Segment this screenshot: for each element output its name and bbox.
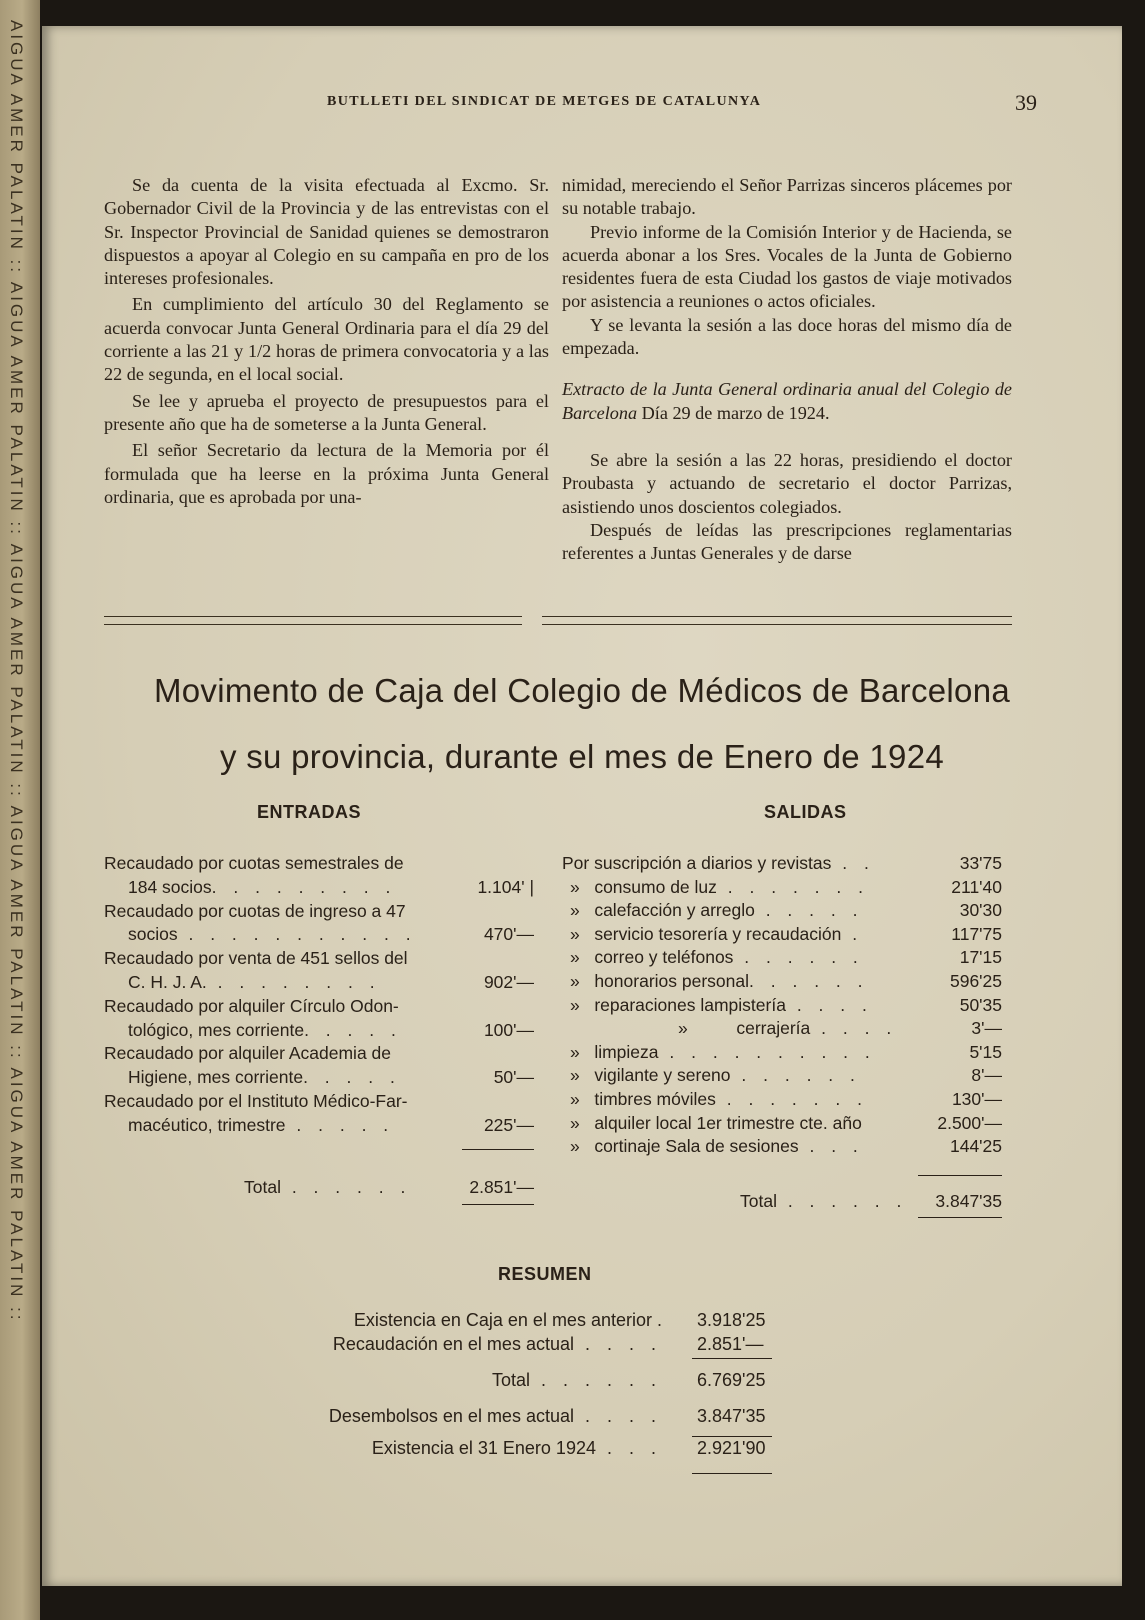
salida-amount: 17'15 — [959, 947, 1002, 968]
paragraph: Se abre la sesión a las 22 horas, presidiendo el doctor Proubasta y actuando de secretario el doctor Parrizas, asistiendo unos doscientos colegiados. — [562, 449, 1012, 517]
resumen-label: Existencia el 31 Enero 1924 — [371, 1438, 596, 1458]
entradas-heading: ENTRADAS — [257, 802, 362, 822]
salida-label: correo y teléfonos — [594, 947, 734, 968]
entradas-total-underline — [462, 1204, 534, 1205]
extract-date: Día 29 de marzo de 1924. — [641, 402, 830, 423]
salida-amount: 211'40 — [951, 876, 1002, 897]
resumen-amount: 3.918'25 — [697, 1310, 766, 1330]
salida-label: honorarios personal — [594, 970, 750, 991]
salida-label: servicio tesorería y recaudación — [594, 923, 842, 944]
book-spine — [0, 0, 40, 1620]
entrada-line: macéutico, trimestre — [128, 1114, 286, 1135]
paragraph: Previo informe de la Comisión Interior y de Hacienda, se acuerda abonar a los Sres. Vocales de la Junta de Gobierno residentes fuera de esta Ciudad los gastos de viaje motivados por asistencia a reuniones o actos oficiales. — [562, 221, 1012, 312]
paragraph: Después de leídas las prescripciones reglamentarias referentes a Juntas Generales y de darse — [562, 519, 1012, 564]
section-divider-right — [542, 616, 1012, 625]
salida-amount: 144'25 — [949, 1136, 1002, 1157]
resumen-amount: 2.851'— — [697, 1334, 764, 1354]
resumen-list: Existencia en Caja en el mes anterior . 3.918'25 Recaudación en el mes actual . . . . 2.851'— Total . . . . . . 6.769'25 Desembolsos en el mes actual . . . . 3.847'35 Existencia el 31 Enero 1924 . . . 2.921'90 — [328, 1310, 766, 1458]
salida-label: cortinaje Sala de sesiones — [594, 1136, 799, 1157]
spine-text: AIGUA AMER PALATIN :: AIGUA AMER PALATIN :: AIGUA AMER PALATIN :: AIGUA AMER PALATIN :: AIGUA AMER PALATIN :: — [7, 20, 26, 1323]
entrada-amount: 225'— — [483, 1114, 534, 1135]
entradas-total-amount: 2.851'— — [469, 1177, 534, 1197]
salida-amount: 8'— — [971, 1065, 1002, 1086]
salidas-total-underline — [918, 1217, 1002, 1218]
ditto-mark: » — [570, 1065, 580, 1086]
salida-amount: 130'— — [951, 1088, 1002, 1109]
ditto-mark: » — [570, 970, 580, 991]
salida-label: alquiler local 1er trimestre cte. año — [594, 1112, 862, 1133]
paragraph: El señor Secretario da lectura de la Memoria por él formulada que ha leerse en la próxima Junta General ordinaria, que es aprobada por una- — [104, 440, 549, 507]
ditto-mark: » — [570, 876, 580, 897]
paragraph: nimidad, mereciendo el Señor Parrizas sinceros plácemes por su notable trabajo. — [562, 175, 1012, 219]
salida-amount: 117'75 — [951, 923, 1002, 944]
resumen-label: Total — [491, 1370, 530, 1390]
entradas-list: Recaudado por cuotas semestrales de 184 socios. . . . . . . . . 1.104' | Recaudado por cuotas de ingreso a 47 socios . . . . . . . . . . . 470'— Recaudado por venta de 451 sellos del C. H. J. A. . . . . . . . . 902'— Recaudado por alquiler Círculo Odon- tológico, mes corriente. . . . . 100'— Recaudado por alquiler Academia de Higiene, mes corriente. . . . . 50'— Recaudado por el Instituto Médico-Far- macéutico, trimestre . . . . . 225'— — [104, 852, 534, 1138]
entradas-total-row: Total . . . . . . 2.851'— — [104, 1176, 534, 1200]
paragraph: Se lee y aprueba el proyecto de presupuestos para el presente año que ha de someterse a la Junta General. — [104, 390, 549, 434]
ditto-mark: » — [570, 1136, 580, 1157]
salida-label: vigilante y sereno — [594, 1065, 731, 1086]
entrada-line: C. H. J. A. — [128, 971, 207, 992]
ditto-mark: » — [570, 923, 580, 944]
salidas-total-amount: 3.847'35 — [935, 1191, 1002, 1211]
section-divider-left — [104, 616, 522, 625]
left-column — [104, 174, 549, 509]
entrada-amount: 470'— — [483, 924, 534, 945]
entradas-total-label: Total — [244, 1177, 281, 1197]
entradas-sum-line — [462, 1149, 534, 1150]
salidas-heading: SALIDAS — [764, 802, 847, 822]
resumen-final-underline — [692, 1473, 772, 1474]
page-number: 39 — [1015, 90, 1037, 115]
cash-title-line-1: Movimento de Caja del Colegio de Médicos de Barcelona — [153, 672, 1011, 709]
salida-amount: 50'35 — [959, 994, 1002, 1015]
entrada-line: Higiene, mes corriente — [128, 1067, 304, 1088]
salida-amount: 2.500'— — [937, 1112, 1002, 1133]
entrada-line: socios — [128, 924, 178, 945]
extract-title: Extracto de la Junta General ordinaria anual del Colegio de Barcelona — [562, 379, 1012, 423]
entrada-amount: 50'— — [493, 1067, 534, 1088]
ditto-mark: » — [570, 1041, 580, 1062]
entrada-line: 184 socios — [128, 876, 212, 897]
ditto-mark: » — [570, 1088, 580, 1109]
salida-amount: 5'15 — [969, 1041, 1002, 1062]
salidas-total-label: Total — [740, 1191, 777, 1211]
salida-label: » cerrajería — [678, 1018, 811, 1039]
salidas-list: Por suscripción a diarios y revistas . . 33'75 » consumo de luz . . . . . . . 211'40 » calefacción y arreglo . . . . . 30'30 » servicio tesorería y recaudación . 117'75 » correo y teléfonos . . . . . . 17'15 » honorarios personal. . . . . . 596'25 » reparaciones lampistería . . . . 50'35 » cerrajería . . . . 3'— » limpieza . . . . . . . . . . 5'15 » vigilante y sereno . . . . . . 8'— » timbres móviles . . . . . . . 130'— » alquiler local 1er trimestre cte. año 2.500'— » cortinaje Sala de sesiones . . . 144'25 — [562, 852, 1002, 1159]
salida-amount: 33'75 — [959, 853, 1002, 873]
extract-heading — [562, 378, 1012, 425]
salida-label: calefacción y arreglo — [594, 900, 755, 921]
salida-label: consumo de luz — [594, 876, 717, 897]
paragraph: Y se levanta la sesión a las doce horas del mismo día de empezada. — [562, 314, 1012, 359]
entrada-line: Recaudado por venta de 451 sellos del — [104, 948, 408, 969]
salida-amount: 3'— — [971, 1018, 1002, 1039]
salida-label: limpieza — [594, 1041, 659, 1062]
entrada-line: tológico, mes corriente — [128, 1019, 305, 1040]
salida-label: reparaciones lampistería — [594, 994, 786, 1015]
entrada-amount: 100'— — [483, 1019, 534, 1040]
salidas-sum-line — [918, 1175, 1002, 1176]
resumen-label: Desembolsos en el mes actual — [328, 1406, 574, 1426]
resumen-sum-line-2 — [692, 1436, 772, 1437]
entrada-line: Recaudado por el Instituto Médico-Far- — [104, 1090, 408, 1111]
cash-title-line-2: y su provincia, durante el mes de Enero de 1924 — [219, 738, 945, 775]
right-column — [562, 174, 1012, 565]
resumen-amount: 3.847'35 — [697, 1406, 766, 1426]
entrada-line: Recaudado por cuotas semestrales de — [104, 853, 404, 873]
entrada-amount: 1.104' | — [477, 876, 534, 897]
entrada-line: Recaudado por alquiler Academia de — [104, 1043, 391, 1064]
ditto-mark: » — [570, 1112, 580, 1133]
resumen-heading: RESUMEN — [498, 1264, 592, 1284]
paragraph: En cumplimiento del artículo 30 del Reglamento se acuerda convocar Junta General Ordinaria para el día 29 del corriente a las 21 y 1/2 horas de primera convocatoria y a las 22 de segunda, en el local social. — [104, 294, 549, 385]
entrada-line: Recaudado por alquiler Círculo Odon- — [104, 995, 399, 1016]
resumen-label: Recaudación en el mes actual — [332, 1334, 574, 1354]
salida-amount: 30'30 — [959, 900, 1002, 921]
salida-label: Por suscripción a diarios y revistas — [562, 853, 832, 873]
paragraph: Se da cuenta de la visita efectuada al Excmo. Sr. Gobernador Civil de la Provincia y de las entrevistas con el Sr. Inspector Provincial de Sanidad quienes se demostraron dispuestos a apoyar al Colegio en su campaña en pro de los intereses profesionales. — [104, 175, 549, 289]
ditto-mark: » — [570, 994, 580, 1015]
resumen-amount: 2.921'90 — [697, 1438, 766, 1458]
ditto-mark: » — [570, 947, 580, 968]
resumen-amount: 6.769'25 — [697, 1370, 766, 1390]
entrada-amount: 902'— — [483, 971, 534, 992]
salida-label: timbres móviles — [594, 1088, 716, 1109]
ditto-mark: » — [570, 900, 580, 921]
document-page — [42, 26, 1122, 1586]
resumen-label: Existencia en Caja en el mes anterior — [353, 1310, 652, 1330]
journal-title: BUTLLETI DEL SINDICAT DE METGES DE CATALUNYA — [327, 94, 762, 109]
entrada-line: Recaudado por cuotas de ingreso a 47 — [104, 900, 406, 921]
salidas-total-row: Total . . . . . . 3.847'35 — [562, 1190, 1002, 1214]
resumen-sum-line — [692, 1358, 772, 1359]
salida-amount: 596'25 — [949, 970, 1002, 991]
